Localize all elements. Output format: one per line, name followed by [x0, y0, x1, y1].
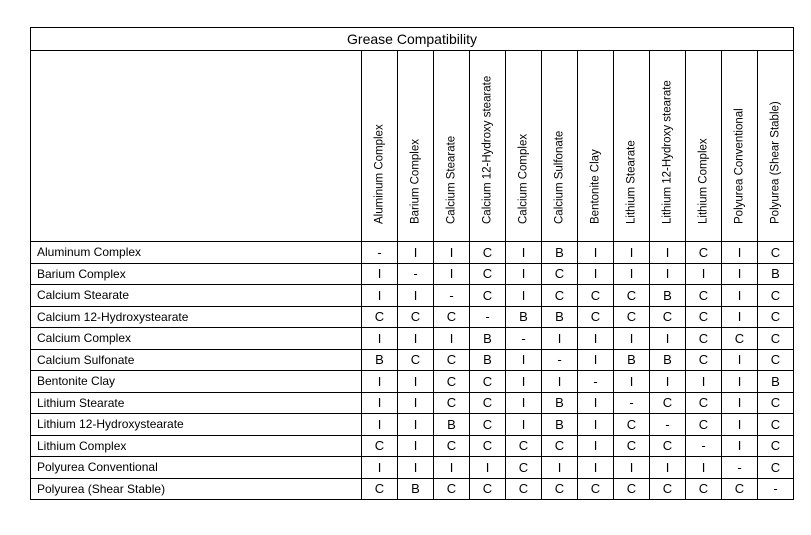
- compatibility-cell: I: [614, 457, 650, 479]
- column-header-label: Calcium Stearate: [444, 135, 457, 224]
- column-header: [398, 51, 434, 242]
- compatibility-cell: B: [434, 414, 470, 436]
- compatibility-cell: B: [398, 478, 434, 500]
- compatibility-cell: I: [542, 457, 578, 479]
- compatibility-cell: C: [542, 435, 578, 457]
- compatibility-cell: I: [722, 285, 758, 307]
- compatibility-cell: I: [722, 263, 758, 285]
- row-label: Aluminum Complex: [31, 242, 362, 264]
- compatibility-cell: I: [362, 414, 398, 436]
- compatibility-cell: B: [650, 285, 686, 307]
- table-row: [31, 242, 794, 264]
- compatibility-cell: C: [614, 306, 650, 328]
- grease-compatibility-chart: [30, 27, 794, 500]
- compatibility-cell: C: [650, 306, 686, 328]
- row-label: Lithium Stearate: [31, 392, 362, 414]
- compatibility-cell: I: [578, 435, 614, 457]
- compatibility-cell: C: [434, 306, 470, 328]
- compatibility-cell: I: [398, 242, 434, 264]
- compatibility-cell: C: [470, 371, 506, 393]
- compatibility-cell: C: [614, 414, 650, 436]
- compatibility-cell: -: [434, 285, 470, 307]
- compatibility-cell: I: [686, 263, 722, 285]
- row-label: Bentonite Clay: [31, 371, 362, 393]
- compatibility-cell: I: [362, 328, 398, 350]
- compatibility-cell: I: [434, 263, 470, 285]
- compatibility-cell: -: [506, 328, 542, 350]
- compatibility-cell: C: [650, 435, 686, 457]
- compatibility-cell: C: [470, 414, 506, 436]
- compatibility-cell: I: [542, 328, 578, 350]
- compatibility-cell: C: [686, 328, 722, 350]
- compatibility-cell: I: [686, 371, 722, 393]
- compatibility-cell: C: [686, 478, 722, 500]
- compatibility-cell: B: [758, 371, 794, 393]
- compatibility-cell: C: [758, 242, 794, 264]
- column-header: [362, 51, 398, 242]
- compatibility-cell: C: [434, 478, 470, 500]
- table-row: [31, 285, 794, 307]
- row-label: Calcium Complex: [31, 328, 362, 350]
- compatibility-cell: C: [686, 392, 722, 414]
- compatibility-cell: I: [362, 392, 398, 414]
- compatibility-cell: I: [434, 242, 470, 264]
- compatibility-cell: I: [470, 457, 506, 479]
- compatibility-cell: B: [650, 349, 686, 371]
- compatibility-cell: I: [434, 457, 470, 479]
- compatibility-cell: I: [362, 457, 398, 479]
- compatibility-cell: C: [722, 328, 758, 350]
- compatibility-cell: C: [362, 306, 398, 328]
- compatibility-cell: I: [722, 435, 758, 457]
- compatibility-cell: C: [506, 435, 542, 457]
- compatibility-cell: I: [650, 263, 686, 285]
- column-header: [578, 51, 614, 242]
- compatibility-cell: -: [614, 392, 650, 414]
- row-label: Calcium 12-Hydroxystearate: [31, 306, 362, 328]
- compatibility-cell: I: [506, 285, 542, 307]
- column-header: [650, 51, 686, 242]
- compatibility-cell: I: [722, 371, 758, 393]
- compatibility-cell: I: [578, 457, 614, 479]
- compatibility-cell: C: [434, 371, 470, 393]
- compatibility-cell: C: [758, 306, 794, 328]
- compatibility-cell: C: [758, 328, 794, 350]
- compatibility-cell: C: [470, 478, 506, 500]
- compatibility-cell: B: [542, 392, 578, 414]
- column-header-label: Lithium Stearate: [624, 139, 637, 224]
- column-header-row: [31, 51, 794, 242]
- compatibility-cell: I: [650, 242, 686, 264]
- compatibility-cell: C: [758, 414, 794, 436]
- compatibility-cell: I: [362, 371, 398, 393]
- compatibility-cell: B: [542, 242, 578, 264]
- compatibility-cell: -: [542, 349, 578, 371]
- compatibility-cell: I: [578, 328, 614, 350]
- compatibility-cell: C: [470, 392, 506, 414]
- compatibility-cell: C: [470, 435, 506, 457]
- compatibility-cell: I: [614, 371, 650, 393]
- table-row: [31, 371, 794, 393]
- compatibility-cell: C: [614, 478, 650, 500]
- compatibility-cell: I: [398, 285, 434, 307]
- column-header: [470, 51, 506, 242]
- column-header: [542, 51, 578, 242]
- compatibility-cell: B: [614, 349, 650, 371]
- table-row: [31, 414, 794, 436]
- compatibility-cell: I: [578, 414, 614, 436]
- compatibility-cell: I: [722, 392, 758, 414]
- compatibility-cell: I: [398, 371, 434, 393]
- compatibility-cell: C: [542, 478, 578, 500]
- compatibility-cell: I: [614, 328, 650, 350]
- compatibility-cell: -: [398, 263, 434, 285]
- compatibility-cell: I: [398, 392, 434, 414]
- compatibility-cell: C: [398, 349, 434, 371]
- compatibility-cell: C: [614, 435, 650, 457]
- compatibility-table: [30, 27, 794, 500]
- compatibility-cell: I: [362, 285, 398, 307]
- compatibility-cell: C: [362, 435, 398, 457]
- column-header-label: Aluminum Complex: [372, 123, 385, 224]
- compatibility-cell: I: [398, 457, 434, 479]
- compatibility-cell: I: [722, 349, 758, 371]
- column-header-label: Lithium Complex: [696, 137, 709, 224]
- compatibility-cell: C: [758, 285, 794, 307]
- compatibility-cell: B: [758, 263, 794, 285]
- compatibility-cell: -: [722, 457, 758, 479]
- column-header-label: Calcium Sulfonate: [552, 130, 565, 224]
- compatibility-cell: I: [434, 328, 470, 350]
- compatibility-cell: I: [506, 371, 542, 393]
- compatibility-cell: I: [722, 242, 758, 264]
- compatibility-cell: C: [578, 478, 614, 500]
- table-row: [31, 328, 794, 350]
- column-header-label: Lithium 12-Hydroxy stearate: [660, 79, 673, 224]
- column-header: [614, 51, 650, 242]
- compatibility-cell: B: [542, 306, 578, 328]
- compatibility-cell: I: [398, 414, 434, 436]
- column-header: [686, 51, 722, 242]
- compatibility-cell: -: [578, 371, 614, 393]
- compatibility-cell: C: [542, 263, 578, 285]
- column-header: [758, 51, 794, 242]
- compatibility-cell: I: [578, 242, 614, 264]
- compatibility-cell: C: [470, 242, 506, 264]
- compatibility-cell: I: [722, 306, 758, 328]
- compatibility-cell: C: [398, 306, 434, 328]
- compatibility-cell: C: [722, 478, 758, 500]
- compatibility-cell: -: [470, 306, 506, 328]
- compatibility-cell: I: [398, 328, 434, 350]
- compatibility-cell: C: [506, 457, 542, 479]
- column-header-label: Bentonite Clay: [588, 148, 601, 224]
- compatibility-cell: -: [362, 242, 398, 264]
- compatibility-cell: B: [542, 414, 578, 436]
- table-row: [31, 263, 794, 285]
- compatibility-cell: C: [686, 242, 722, 264]
- compatibility-cell: -: [686, 435, 722, 457]
- compatibility-cell: I: [614, 242, 650, 264]
- compatibility-cell: B: [362, 349, 398, 371]
- row-label: Calcium Stearate: [31, 285, 362, 307]
- compatibility-cell: I: [650, 328, 686, 350]
- compatibility-cell: C: [434, 349, 470, 371]
- compatibility-cell: C: [614, 285, 650, 307]
- compatibility-cell: I: [506, 414, 542, 436]
- row-label: Polyurea Conventional: [31, 457, 362, 479]
- compatibility-cell: C: [686, 349, 722, 371]
- row-label: Barium Complex: [31, 263, 362, 285]
- compatibility-cell: C: [758, 457, 794, 479]
- compatibility-cell: C: [362, 478, 398, 500]
- compatibility-cell: B: [506, 306, 542, 328]
- compatibility-cell: C: [470, 285, 506, 307]
- compatibility-cell: C: [686, 414, 722, 436]
- compatibility-cell: C: [686, 306, 722, 328]
- table-title: Grease Compatibility: [31, 28, 794, 51]
- compatibility-cell: C: [542, 285, 578, 307]
- row-label: Lithium 12-Hydroxystearate: [31, 414, 362, 436]
- compatibility-cell: I: [362, 263, 398, 285]
- column-header-label: Calcium 12-Hydroxy stearate: [480, 75, 493, 224]
- corner-cell: [31, 51, 362, 242]
- compatibility-cell: C: [434, 435, 470, 457]
- compatibility-cell: I: [398, 435, 434, 457]
- table-body: [31, 242, 794, 500]
- row-label: Calcium Sulfonate: [31, 349, 362, 371]
- column-header-label: Polyurea Conventional: [732, 107, 745, 224]
- compatibility-cell: I: [506, 349, 542, 371]
- column-header: [434, 51, 470, 242]
- compatibility-cell: I: [578, 263, 614, 285]
- compatibility-cell: C: [650, 392, 686, 414]
- table-row: [31, 435, 794, 457]
- compatibility-cell: C: [434, 392, 470, 414]
- compatibility-cell: -: [650, 414, 686, 436]
- compatibility-cell: C: [578, 306, 614, 328]
- compatibility-cell: C: [686, 285, 722, 307]
- compatibility-cell: B: [470, 349, 506, 371]
- compatibility-cell: C: [758, 435, 794, 457]
- compatibility-cell: C: [758, 349, 794, 371]
- column-header-label: Polyurea (Shear Stable): [768, 100, 781, 224]
- column-header: [506, 51, 542, 242]
- compatibility-cell: I: [542, 371, 578, 393]
- compatibility-cell: I: [650, 371, 686, 393]
- compatibility-cell: C: [506, 478, 542, 500]
- column-header-label: Calcium Complex: [516, 133, 529, 224]
- compatibility-cell: I: [578, 349, 614, 371]
- compatibility-cell: C: [650, 478, 686, 500]
- compatibility-cell: I: [650, 457, 686, 479]
- row-label: Lithium Complex: [31, 435, 362, 457]
- table-row: [31, 392, 794, 414]
- row-label: Polyurea (Shear Stable): [31, 478, 362, 500]
- compatibility-cell: I: [506, 263, 542, 285]
- compatibility-cell: B: [470, 328, 506, 350]
- compatibility-cell: C: [758, 392, 794, 414]
- table-row: [31, 478, 794, 500]
- column-header: [722, 51, 758, 242]
- table-row: [31, 457, 794, 479]
- compatibility-cell: I: [506, 242, 542, 264]
- compatibility-cell: -: [758, 478, 794, 500]
- compatibility-cell: I: [686, 457, 722, 479]
- table-row: [31, 349, 794, 371]
- column-header-label: Barium Complex: [408, 138, 421, 224]
- table-row: [31, 306, 794, 328]
- compatibility-cell: I: [614, 263, 650, 285]
- compatibility-cell: I: [722, 414, 758, 436]
- compatibility-cell: I: [506, 392, 542, 414]
- compatibility-cell: I: [578, 392, 614, 414]
- compatibility-cell: C: [578, 285, 614, 307]
- compatibility-cell: C: [470, 263, 506, 285]
